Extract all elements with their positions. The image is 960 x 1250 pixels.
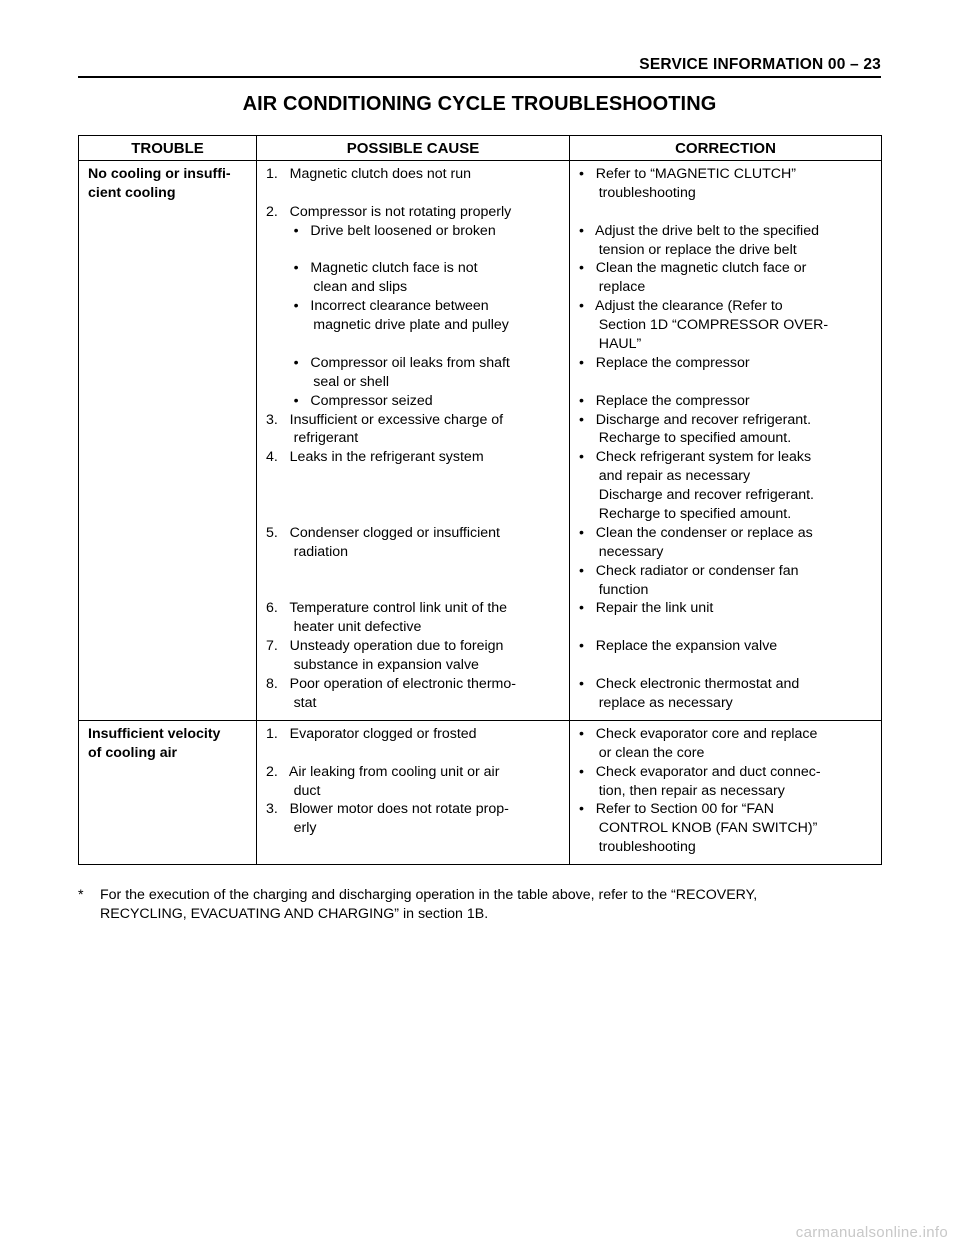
correction-line: Discharge and recover refrigerant. xyxy=(579,487,814,504)
possible-cause-line: 3. Insufficient or excessive charge of xyxy=(266,411,504,428)
possible-cause-line: • Compressor oil leaks from shaft xyxy=(266,354,510,371)
possible-cause-line: refrigerant xyxy=(266,430,359,447)
possible-cause-line: • Incorrect clearance between xyxy=(266,298,489,315)
correction-line: replace as necessary xyxy=(579,694,733,711)
correction-line: HAUL” xyxy=(579,336,642,353)
watermark: carmanualsonline.info xyxy=(795,1224,948,1241)
correction-line: necessary xyxy=(579,543,664,560)
correction-line: • Check evaporator and duct connec- xyxy=(579,763,821,780)
correction-line: • Replace the expansion valve xyxy=(579,638,778,655)
correction-line: • Clean the magnetic clutch face or xyxy=(579,260,807,277)
possible-cause-line: • Drive belt loosened or broken xyxy=(266,222,496,239)
possible-cause-line: magnetic drive plate and pulley xyxy=(266,317,509,334)
possible-cause-line xyxy=(266,335,567,354)
correction-line: • Refer to “MAGNETIC CLUTCH” xyxy=(579,166,797,182)
possible-cause-line xyxy=(266,581,567,600)
page-title: AIR CONDITIONING CYCLE TROUBLESHOOTING xyxy=(242,93,717,115)
possible-cause-line xyxy=(266,505,567,524)
correction-line: replace xyxy=(579,279,646,296)
possible-cause-line: seal or shell xyxy=(266,373,390,390)
possible-cause-line xyxy=(266,744,567,763)
correction-line: • Adjust the drive belt to the specified xyxy=(579,222,819,239)
correction-cell xyxy=(570,720,882,864)
header-section-label: SERVICE INFORMATION 00 – 23 xyxy=(639,56,881,73)
possible-cause-line: • Magnetic clutch face is not xyxy=(266,260,478,277)
possible-cause-line: 7. Unsteady operation due to foreign xyxy=(266,638,504,655)
possible-cause-line: radiation xyxy=(266,543,349,560)
possible-cause-line: 5. Condenser clogged or insufficient xyxy=(266,524,500,541)
footnote-marker: * xyxy=(78,887,84,903)
correction-line: • Replace the compressor xyxy=(579,392,750,409)
correction-line: troubleshooting xyxy=(579,184,696,201)
table-row xyxy=(79,161,882,721)
table-row xyxy=(79,720,882,864)
possible-cause-line: 2. Air leaking from cooling unit or air xyxy=(266,763,500,780)
possible-cause-line: 1. Evaporator clogged or frosted xyxy=(266,725,477,742)
correction-line: tension or replace the drive belt xyxy=(579,241,797,258)
possible-cause-line xyxy=(266,184,567,203)
possible-cause-line: heater unit defective xyxy=(266,619,422,636)
correction-line xyxy=(579,203,879,222)
table-header-row xyxy=(79,136,882,161)
correction-line: • Adjust the clearance (Refer to xyxy=(579,298,783,315)
possible-cause-line xyxy=(266,241,567,260)
possible-cause-line: stat xyxy=(266,694,317,711)
possible-cause-line: 1. Magnetic clutch does not run xyxy=(266,166,472,182)
correction-line: Recharge to specified amount. xyxy=(579,430,792,447)
possible-cause-line: 4. Leaks in the refrigerant system xyxy=(266,449,484,466)
correction-line: troubleshooting xyxy=(579,839,696,856)
correction-line xyxy=(579,656,879,675)
column-header-possible-cause: POSSIBLE CAUSE xyxy=(257,136,570,161)
troubleshooting-table xyxy=(78,135,882,865)
correction-line: tion, then repair as necessary xyxy=(579,782,785,799)
trouble-cell xyxy=(79,161,257,721)
correction-line: function xyxy=(579,581,649,598)
correction-cell xyxy=(570,161,882,721)
possible-cause-line: • Compressor seized xyxy=(266,392,433,409)
correction-line: • Check radiator or condenser fan xyxy=(579,562,799,579)
correction-line: • Clean the condenser or replace as xyxy=(579,524,813,541)
trouble-cell xyxy=(79,720,257,864)
possible-cause-line xyxy=(266,486,567,505)
correction-line: • Check electronic thermostat and xyxy=(579,676,800,693)
correction-line: CONTROL KNOB (FAN SWITCH)” xyxy=(579,820,818,837)
column-header-trouble: TROUBLE xyxy=(79,136,257,161)
possible-cause-line xyxy=(266,562,567,581)
footnote-line: For the execution of the charging and discharging operation in the table above, refer to the “RECOVERY, xyxy=(100,887,758,903)
correction-line: and repair as necessary xyxy=(579,468,751,485)
possible-cause-line: 8. Poor operation of electronic thermo- xyxy=(266,676,516,693)
possible-cause-cell xyxy=(257,161,570,721)
trouble-line: Insufficient velocity xyxy=(88,725,221,742)
trouble-line: of cooling air xyxy=(88,744,178,761)
correction-line: or clean the core xyxy=(579,744,705,761)
correction-line: • Repair the link unit xyxy=(579,600,714,617)
column-header-correction: CORRECTION xyxy=(570,136,882,161)
page-header xyxy=(78,54,881,78)
footnote-line: RECYCLING, EVACUATING AND CHARGING” in section 1B. xyxy=(100,906,489,922)
footnote xyxy=(78,886,881,924)
trouble-line: cient cooling xyxy=(88,184,176,201)
possible-cause-line: clean and slips xyxy=(266,279,408,296)
correction-line: • Refer to Section 00 for “FAN xyxy=(579,801,775,818)
possible-cause-line: substance in expansion valve xyxy=(266,657,479,674)
possible-cause-line: 3. Blower motor does not rotate prop- xyxy=(266,801,509,818)
possible-cause-line: 6. Temperature control link unit of the xyxy=(266,600,508,617)
correction-line: • Check refrigerant system for leaks xyxy=(579,449,812,466)
possible-cause-cell xyxy=(257,720,570,864)
possible-cause-line: 2. Compressor is not rotating properly xyxy=(266,203,512,220)
possible-cause-line: erly xyxy=(266,820,317,837)
trouble-line: No cooling or insuffi- xyxy=(88,166,231,182)
correction-line: Recharge to specified amount. xyxy=(579,506,792,523)
correction-line xyxy=(579,618,879,637)
possible-cause-line: duct xyxy=(266,782,321,799)
correction-line: • Replace the compressor xyxy=(579,354,750,371)
correction-line xyxy=(579,373,879,392)
correction-line: Section 1D “COMPRESSOR OVER- xyxy=(579,317,829,334)
correction-line: • Check evaporator core and replace xyxy=(579,725,818,742)
correction-line: • Discharge and recover refrigerant. xyxy=(579,411,812,428)
possible-cause-line xyxy=(266,467,567,486)
